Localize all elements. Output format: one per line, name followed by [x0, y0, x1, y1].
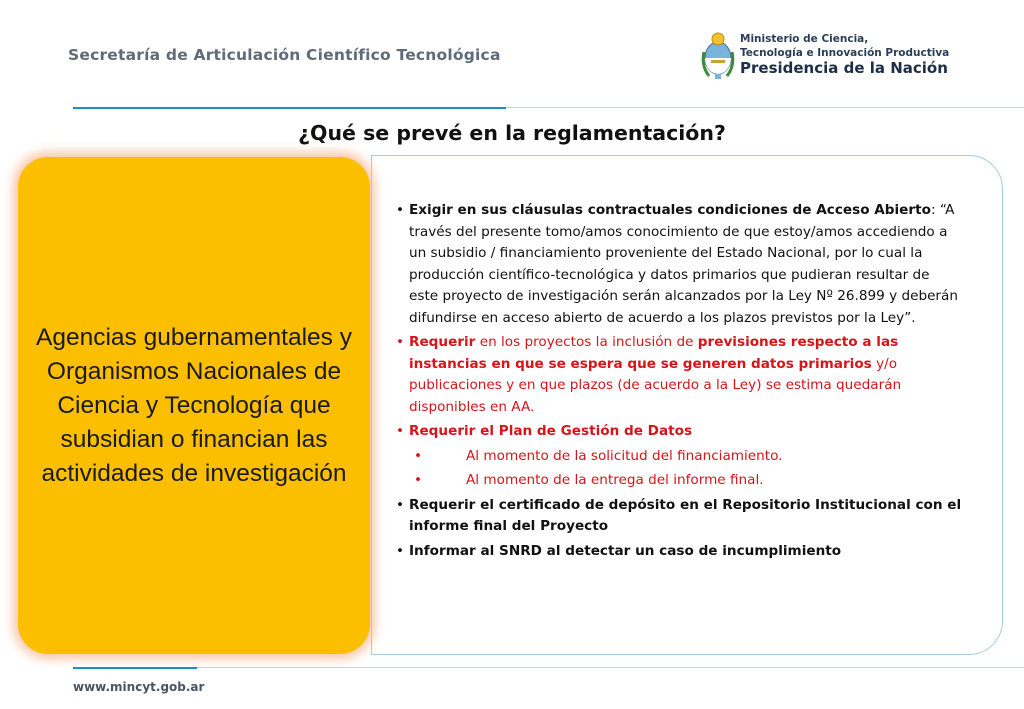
bullet-icon: • [396, 496, 405, 513]
bullet-icon: • [396, 202, 405, 218]
list-item: • Exigir en sus cláusulas contractuales condiciones de Acceso Abierto: “A través del presente tomo/amos conocimiento de que estoy/amos accediendo a un subsidio / financiamiento proveniente del Estado Nacional, por lo cual la producción científico-tecnológica y datos primarios que pudieran resultar de este proyecto de investigación serán alcanzados por la Ley Nº 26.899 y deberán difundirse en acceso abierto de acuerdo a los plazos previstos por la Ley”. [396, 202, 958, 326]
bullet-icon: • [396, 542, 405, 559]
footer-accent-rule [73, 667, 197, 669]
bullet-icon: • [396, 334, 405, 350]
requirements-list [396, 200, 962, 565]
header-accent-rule [73, 107, 506, 109]
footer-divider [197, 667, 1024, 668]
bullet-icon: • [414, 472, 423, 488]
list-item: • Requerir el Plan de Gestión de Datos [396, 421, 962, 443]
slide-title: ¿Qué se prevé en la reglamentación? [298, 121, 726, 145]
ministry-line-2: Tecnología e Innovación Productiva [740, 46, 950, 59]
header-divider [506, 107, 1024, 108]
list-item: • Requerir en los proyectos la inclusión de previsiones respecto a las instancias en que se espera que se generen datos primarios y/o publicaciones y en que plazos (de acuerdo a la Ley) se estima quedarán disponibles en AA. [396, 334, 902, 415]
ministry-line-3: Presidencia de la Nación [740, 59, 948, 77]
bullet-icon: • [414, 447, 423, 464]
secretaria-title: Secretaría de Articulación Científico Tecnológica [68, 46, 501, 64]
agencies-box [18, 157, 370, 654]
bullet-icon: • [396, 423, 405, 439]
sub-list-item: • Al momento de la entrega del informe final. [396, 470, 962, 492]
list-item: • Informar al SNRD al detectar un caso de incumplimiento [396, 541, 962, 563]
ministry-line-1: Ministerio de Ciencia, [740, 33, 869, 45]
sub-list-item: • Al momento de la solicitud del financiamiento. [396, 446, 962, 468]
footer-url: www.mincyt.gob.ar [73, 680, 205, 694]
agencies-text: Agencias gubernamentales y Organismos Nacionales de Ciencia y Tecnología que subsidian o financian las actividades de investigación [36, 323, 352, 487]
argentina-coat-of-arms-icon [701, 30, 735, 82]
ministry-block [740, 34, 949, 76]
list-item: • Requerir el certificado de depósito en el Repositorio Institucional con el informe final del Proyecto [396, 496, 962, 534]
